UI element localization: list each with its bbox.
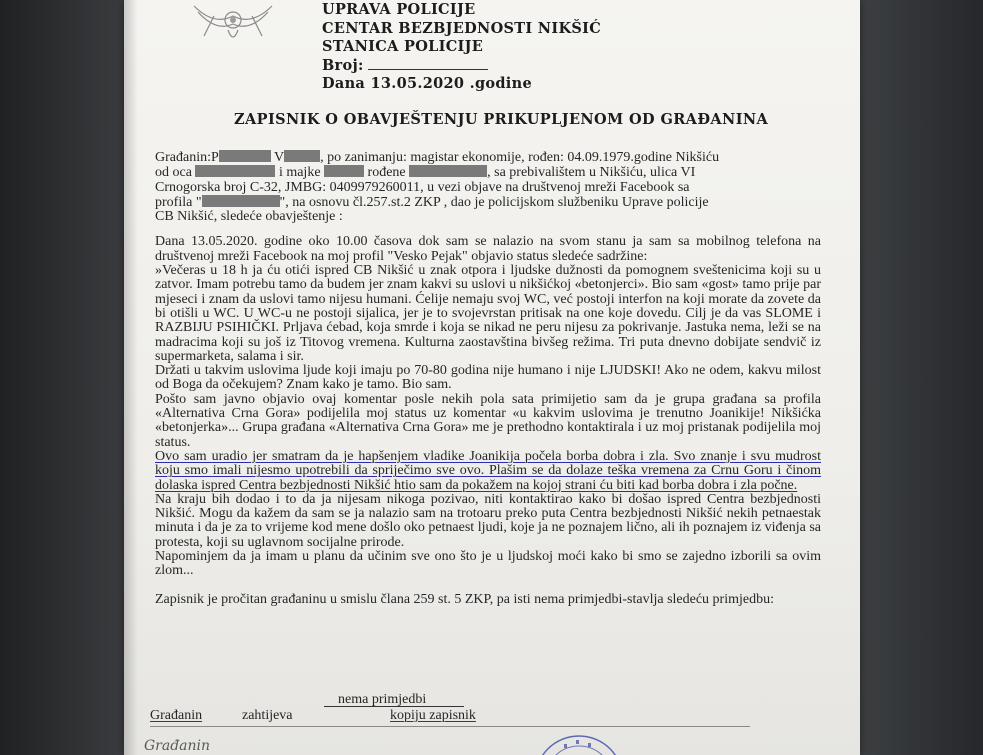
reference-number-line: [322, 57, 601, 76]
statement-paragraph: Pošto sam javno objavio ovaj komentar posle nekih pola sata primijetio sam da je grupa građana sa profila «Alternativa Crna Gora» podijelila moj status uz komentar «u kakvim uslovima je trenutno Joanikije! Nikšićka «betonjerka»... Grupa građana «Alternativa Crna Gora» me je prethodno kontaktirala i uz moj pristanak podijelila moj status.: [155, 391, 821, 450]
zahtijeva-label: zahtijeva: [242, 708, 293, 723]
letterhead: [322, 1, 601, 94]
intro-text: , sa prebivalištem u Nikšiću, ulica VI: [487, 165, 696, 181]
intro-text: V: [274, 150, 285, 165]
stamp-icon: [524, 730, 634, 755]
redaction-block: [195, 165, 275, 177]
statement-paragraph: »Večeras u 18 h ja ću otići ispred CB Nikšić u znak otpora i ljudske dužnosti da pomognem sveštenicima koji su u zatvor. Imam potrebu tamo da budem jer znam kakvi su uslovi u nikšićkoj «betonjerci». Bio sam «gost» tamo prije par mjeseci i znam da uslovi tamo nijesu humani. Ćelije nemaju svoj WC, već postoji interfon na koji morate da zovete da bi otišli u WC. U WC-u ne postoji sijalica, jer je to svojevrstan pritisak na one koje dovedu. Cilj je da vas SLOME i RAZBIJU PSIHIČKI. Prljava ćebad, koja smrde i koja se nikad ne peru nijesu za pokrivanje. Jastuka nema, leži se na madracima koji su još iz Titovog vremena. Kulturna zaostavština bivšeg režima. Tri puta dnevno dobijate sendvič iz supermarketa, salama i sir.: [155, 263, 821, 364]
intro-paragraph: [155, 150, 821, 224]
statement-paragraph: Na kraju bih dodao i to da ja nijesam nikoga pozivao, niti kontaktirao kako bi došao ispred Centra bezbjednosti Nikšić. Mogu da kažem da sam se ja nalazio sam na trotoaru preko puta Centra bezbjednosti Nikšić nekih petnaestak minuta i da je za to vrijeme kod mene došlo oko petnaest ljudi, koje ja ne poznajem lično, ali ih poznajem iz viđenja sa protesta, koji su uglavnom socijalne prirode.: [155, 491, 821, 550]
gradjanin-label: Građanin: [150, 708, 203, 723]
background-left: [0, 0, 125, 755]
intro-text: Crnogorska broj C-32, JMBG: 0409979260011, u vezi objave na društvenoj mreži Facebook sa: [155, 179, 690, 195]
intro-text: , po zanimanju: magistar ekonomije, rođen: 04.09.1979.godine Nikšiću: [320, 150, 720, 165]
document-page: [124, 0, 860, 755]
statement-paragraph: Držati u takvim uslovima ljude koji imaju po 70-80 godina nije humano i nije LJUDSKI! Ako ne odem, kakvu milost od Boga da očekujem? Znam kako je tamo. Bio sam.: [155, 363, 821, 393]
intro-text: i majke: [278, 165, 321, 181]
redaction-block: [324, 165, 364, 177]
underlined-text: Ovo sam uradio jer smatram da je hapšenjem vladike Joanikija počela borba dobra i zla. Svo znanje i svu mudrost koju smo imali nijesmo upotrebili da spriječimo sve ovo. Plašim se da dolaze teška vremena za Crnu Goru i činom dolaska ispred Centra bezbjednosti Nikšić htio sam da pokažem na kojoj strani ću biti kad borba dobra i zla počne.: [155, 448, 821, 493]
statement-paragraph: Napominjem da ja imam u planu da učinim sve ono što je u ljudskoj moći kako bi smo se zajedno izborili sa ovim zlom...: [155, 549, 821, 579]
intro-text: od oca: [155, 165, 192, 181]
intro-text: Građanin:P: [155, 150, 219, 165]
intro-text: ", na osnovu čl.257.st.2 ZKP , dao je policijskom službeniku Uprave policije: [279, 194, 709, 210]
document-date: Dana 13.05.2020 .godine: [322, 75, 532, 92]
document-body: [155, 150, 821, 607]
broj-label: Broj:: [322, 56, 364, 74]
background-right: [858, 0, 983, 755]
highlighted-statement: [155, 450, 821, 493]
intro-text: profila ": [155, 194, 202, 210]
signature: Građanin: [144, 738, 211, 754]
redaction-block: [202, 195, 280, 207]
document-title: ZAPISNIK O OBAVJEŠTENJU PRIKUPLJENOM OD GRAĐANINA: [234, 111, 769, 128]
letterhead-line-1: UPRAVA POLICIJE: [322, 1, 476, 18]
closing-paragraph: Zapisnik je pročitan građaninu u smislu člana 259 st. 5 ZKP, pa isti nema primjedbi-stavlja sledeću primjedbu:: [155, 591, 774, 607]
coat-of-arms-icon: [184, 0, 282, 46]
intro-text: rođene: [367, 165, 406, 181]
redaction-block: [284, 150, 320, 162]
redaction-block: [409, 165, 487, 177]
intro-text: CB Nikšić, sledeće obavještenje :: [155, 209, 343, 225]
letterhead-line-2: CENTAR BEZBJEDNOSTI NIKŠIĆ: [322, 19, 602, 37]
letterhead-line-3: STANICA POLICIJE: [322, 38, 484, 55]
statement-paragraph: Dana 13.05.2020. godine oko 10.00 časova dok sam se nalazio na svom stanu ja sam sa mobilnog telefona na društvenoj mreži Facebook na moj profil "Vesko Pejak" objavio status sledeće sadržine:: [155, 234, 821, 264]
remarks-value: nema primjedbi: [338, 692, 427, 707]
redaction-block: [219, 150, 271, 162]
copy-request-label: kopiju zapisnik: [390, 708, 476, 723]
